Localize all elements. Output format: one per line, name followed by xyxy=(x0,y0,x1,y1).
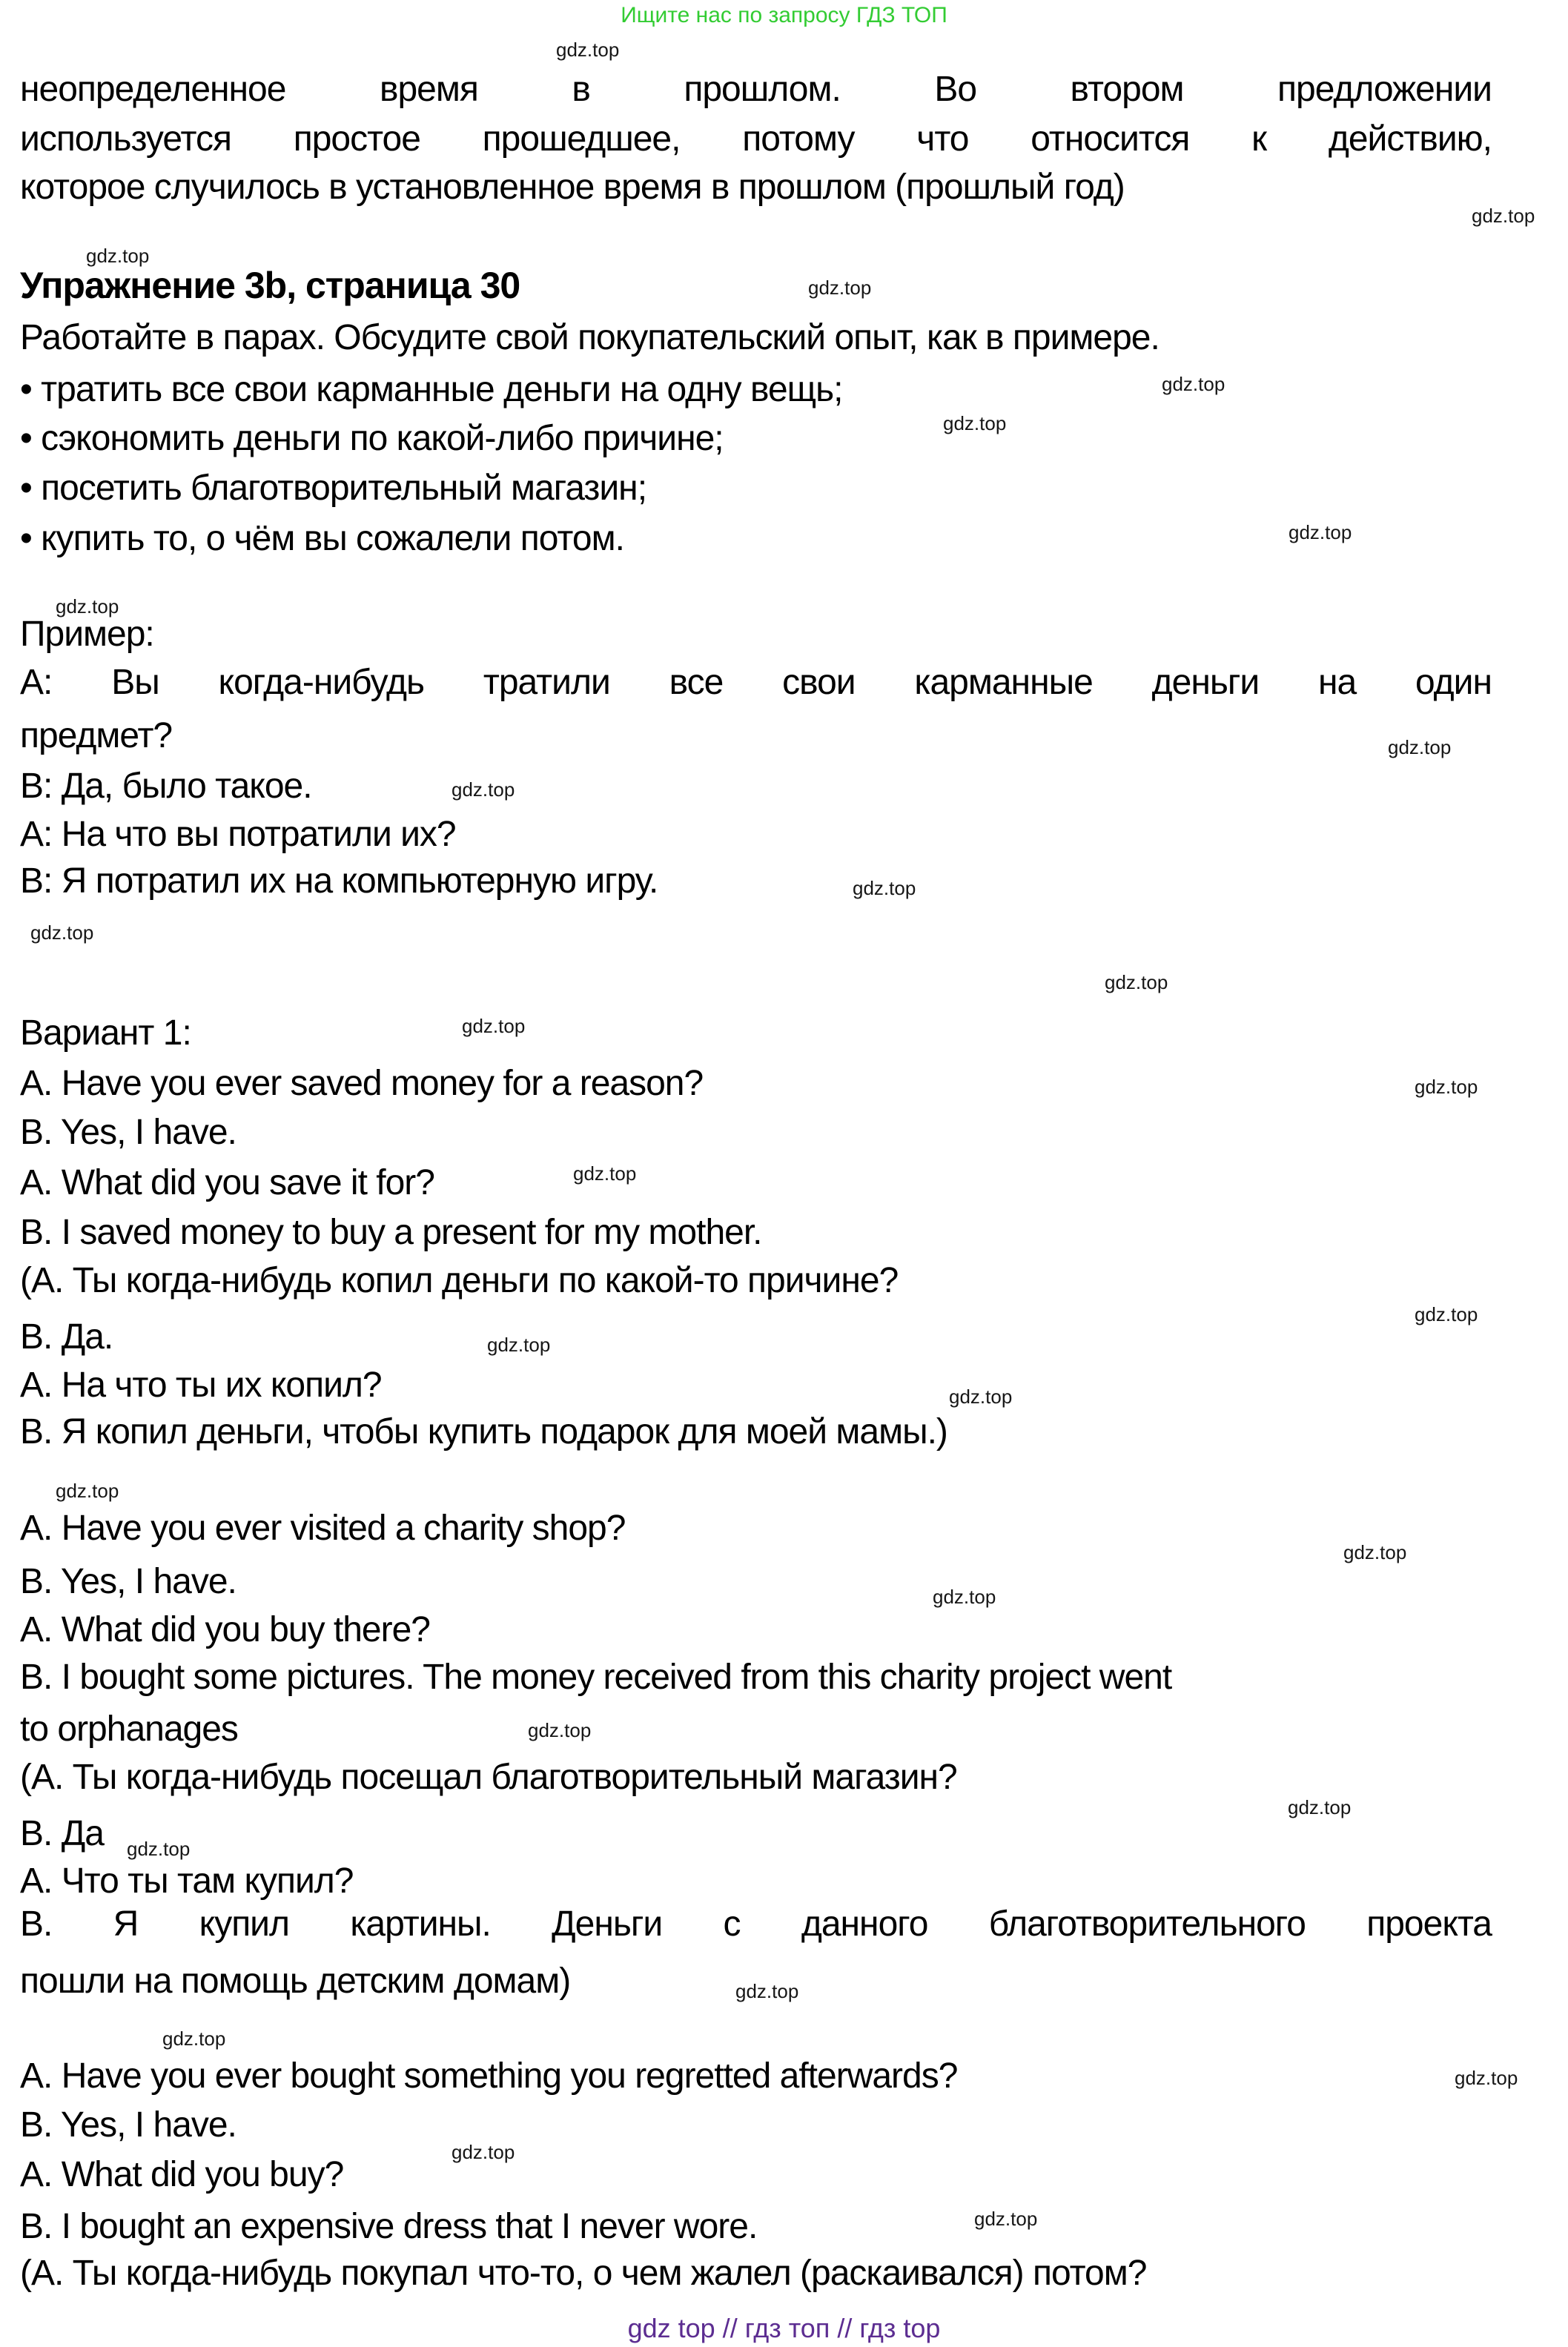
variant1-line-16a: В. Я купил картины. Деньги с данного благотворительного проекта xyxy=(20,1904,1492,1944)
intro-line-1: неопределенное время в прошлом. Во втором предложении xyxy=(20,70,1492,109)
variant1-line-04: B. I saved money to buy a present for my mother. xyxy=(20,1213,762,1252)
gdz-top-watermark: gdz.top xyxy=(735,1980,799,2002)
variant1-line-05: (А. Ты когда-нибудь копил деньги по какой-то причине? xyxy=(20,1261,899,1300)
gdz-top-watermark: gdz.top xyxy=(487,1334,551,1356)
variant1-line-07: А. На что ты их копил? xyxy=(20,1366,382,1405)
gdz-top-watermark: gdz.top xyxy=(462,1015,526,1037)
gdz-top-watermark: gdz.top xyxy=(943,412,1007,434)
gdz-top-watermark: gdz.top xyxy=(573,1162,637,1185)
example-a1: В: Да, было такое. xyxy=(20,767,312,806)
gdz-top-watermark: gdz.top xyxy=(974,2208,1038,2230)
gdz-top-watermark: gdz.top xyxy=(853,877,916,899)
variant1-line-02: B. Yes, I have. xyxy=(20,1113,236,1152)
gdz-top-watermark: gdz.top xyxy=(1472,205,1535,227)
gdz-top-watermark: gdz.top xyxy=(451,778,515,801)
gdz-top-watermark: gdz.top xyxy=(162,2027,226,2050)
intro-line-3: которое случилось в установленное время в прошлом (прошлый год) xyxy=(20,168,1125,207)
gdz-top-watermark: gdz.top xyxy=(1455,2067,1518,2089)
exercise-heading: Упражнение 3b, страница 30 xyxy=(20,265,520,306)
variant1-label: Вариант 1: xyxy=(20,1013,191,1053)
example-a2: В: Я потратил их на компьютерную игру. xyxy=(20,861,658,901)
gdz-top-watermark: gdz.top xyxy=(127,1838,191,1860)
gdz-top-watermark: gdz.top xyxy=(1415,1303,1478,1325)
example-label: Пример: xyxy=(20,615,154,654)
gdz-top-watermark: gdz.top xyxy=(1289,521,1352,543)
page-footer: gdz top // гдз топ // гдз top xyxy=(627,2313,941,2343)
variant1-line-15: А. Что ты там купил? xyxy=(20,1861,354,1901)
variant1-line-11: A. What did you buy there? xyxy=(20,1610,430,1649)
gdz-top-watermark: gdz.top xyxy=(1343,1541,1407,1563)
variant1-line-17: A. Have you ever bought something you regretted afterwards? xyxy=(20,2056,958,2096)
variant1-line-08: В. Я копил деньги, чтобы купить подарок для моей мамы.) xyxy=(20,1412,947,1451)
variant1-line-19: A. What did you buy? xyxy=(20,2155,344,2194)
variant1-line-09: A. Have you ever visited a charity shop? xyxy=(20,1509,626,1548)
gdz-top-watermark: gdz.top xyxy=(56,1480,119,1502)
gdz-top-watermark: gdz.top xyxy=(949,1386,1013,1408)
bullet-item-3: • посетить благотворительный магазин; xyxy=(20,469,647,508)
variant1-line-12a: B. I bought some pictures. The money received from this charity project went xyxy=(20,1658,1172,1697)
variant1-line-21: (А. Ты когда-нибудь покупал что-то, о чем жалел (раскаивался) потом? xyxy=(20,2254,1147,2293)
gdz-top-watermark: gdz.top xyxy=(808,277,872,299)
variant1-line-01: A. Have you ever saved money for a reason? xyxy=(20,1064,704,1103)
gdz-top-watermark: gdz.top xyxy=(933,1586,996,1608)
variant1-line-16b: пошли на помощь детским домам) xyxy=(20,1962,571,2001)
gdz-top-watermark: gdz.top xyxy=(1388,736,1452,758)
variant1-line-13: (А. Ты когда-нибудь посещал благотворительный магазин? xyxy=(20,1758,957,1797)
exercise-task: Работайте в парах. Обсудите свой покупательский опыт, как в примере. xyxy=(20,318,1160,357)
gdz-top-watermark: gdz.top xyxy=(30,921,94,944)
gdz-top-watermark: gdz.top xyxy=(1415,1076,1478,1098)
variant1-line-06: В. Да. xyxy=(20,1317,113,1357)
gdz-top-watermark: gdz.top xyxy=(86,245,150,267)
promo-banner: Ищите нас по запросу ГДЗ ТОП xyxy=(621,3,947,27)
example-q1-line-2: предмет? xyxy=(20,716,173,755)
bullet-item-2: • сэкономить деньги по какой-либо причине; xyxy=(20,419,724,458)
gdz-top-watermark: gdz.top xyxy=(556,39,620,61)
bullet-item-1: • тратить все свои карманные деньги на одну вещь; xyxy=(20,370,843,409)
variant1-line-18: B. Yes, I have. xyxy=(20,2105,236,2145)
gdz-top-watermark: gdz.top xyxy=(1105,971,1168,993)
variant1-line-10: B. Yes, I have. xyxy=(20,1562,236,1601)
gdz-top-watermark: gdz.top xyxy=(1288,1796,1352,1818)
example-q1-line-1: А: Вы когда-нибудь тратили все свои карманные деньги на один xyxy=(20,663,1492,702)
intro-line-2: используется простое прошедшее, потому что относится к действию, xyxy=(20,119,1492,159)
gdz-top-watermark: gdz.top xyxy=(451,2141,515,2163)
gdz-top-watermark: gdz.top xyxy=(1162,373,1225,395)
bullet-item-4: • купить то, о чём вы сожалели потом. xyxy=(20,519,624,558)
variant1-line-03: A. What did you save it for? xyxy=(20,1163,434,1202)
variant1-line-12b: to orphanages xyxy=(20,1709,238,1749)
example-q2: А: На что вы потратили их? xyxy=(20,815,456,854)
gdz-top-watermark: gdz.top xyxy=(56,595,119,618)
variant1-line-20: B. I bought an expensive dress that I never wore. xyxy=(20,2207,758,2246)
gdz-top-watermark: gdz.top xyxy=(528,1719,592,1741)
variant1-line-14: В. Да xyxy=(20,1814,104,1853)
